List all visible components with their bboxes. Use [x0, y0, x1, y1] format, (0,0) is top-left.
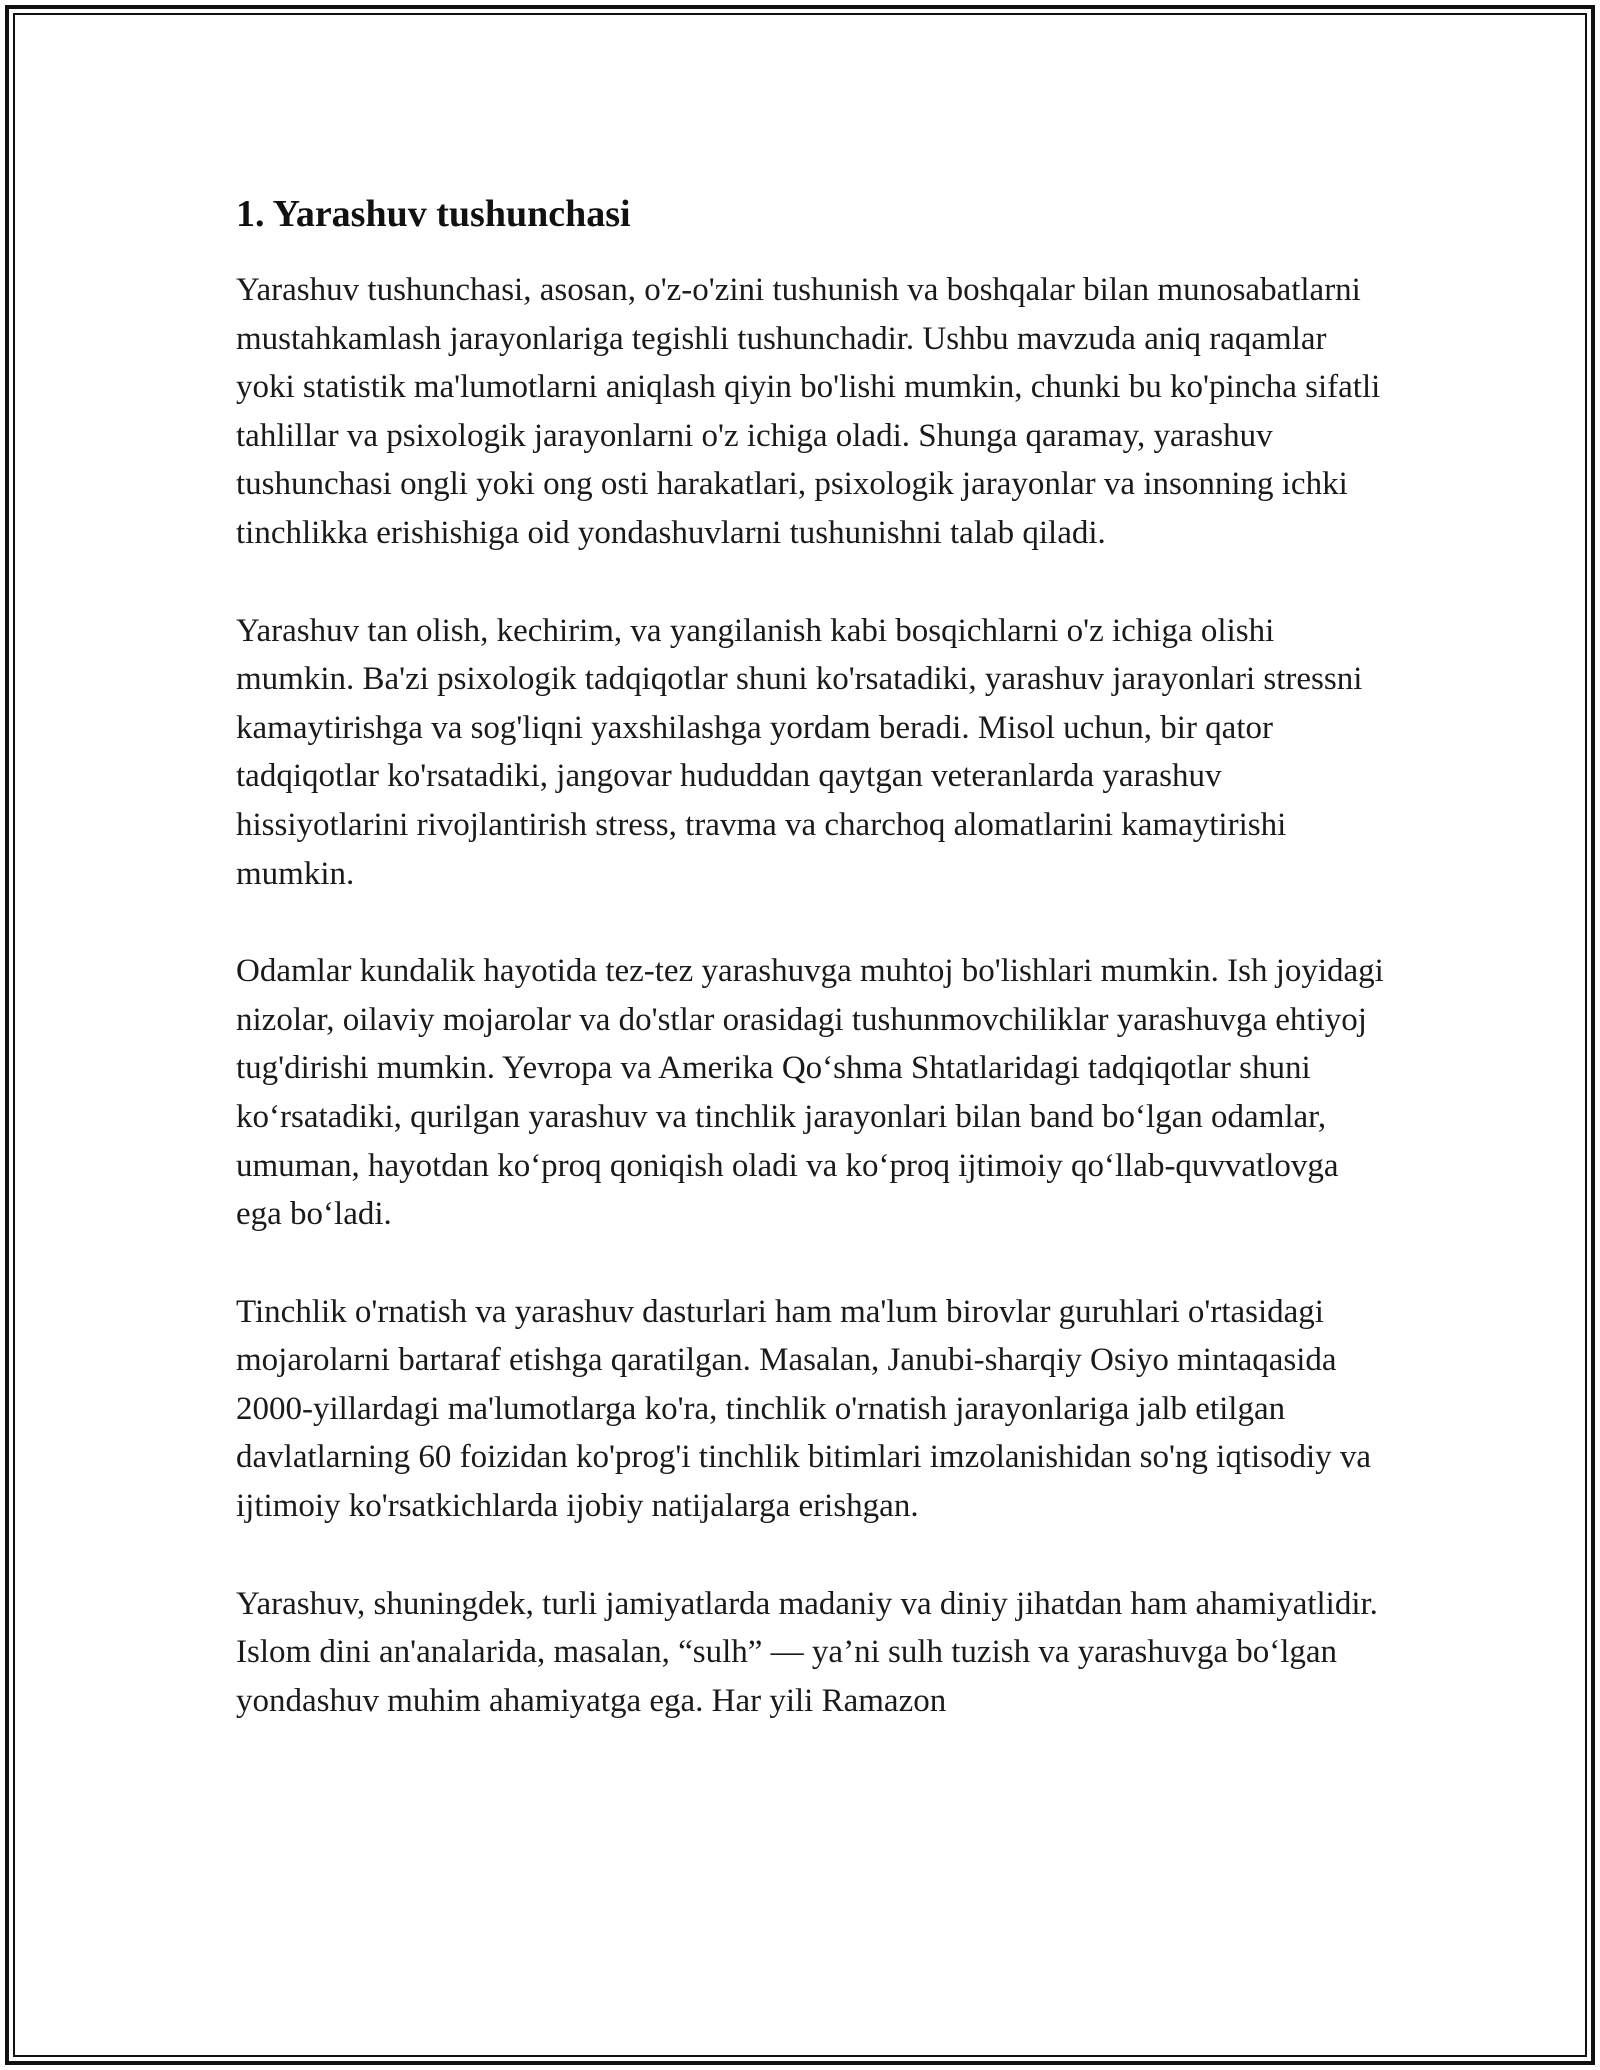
- paragraph-1: Yarashuv tushunchasi, asosan, o'z-o'zini tushunish va boshqalar bilan munosabatlarni mustahkamlash jarayonlariga tegishli tushunchadir. Ushbu mavzuda aniq raqamlar yoki statistik ma'lumotlarni aniqlash qiyin bo'lishi mumkin, chunki bu ko'pincha sifatli tahlillar va psixologik jarayonlarni o'z ichiga oladi. Shunga qaramay, yarashuv tushunchasi ongli yoki ong osti harakatlari, psixologik jarayonlar va insonning ichki tinchlikka erishishiga oid yondashuvlarni tushunishni talab qiladi.: [236, 272, 1381, 551]
- paragraph-3: Odamlar kundalik hayotida tez-tez yarashuvga muhtoj bo'lishlari mumkin. Ish joyidagi nizolar, oilaviy mojarolar va do'stlar orasidagi tushunmovchiliklar yarashuvga ehtiyoj tug'dirishi mumkin. Yevropa va Amerika Qo‘shma Shtatlaridagi tadqiqotlar shuni ko‘rsatadiki, qurilgan yarashuv va tinchlik jarayonlari bilan band bo‘lgan odamlar, umuman, hayotdan ko‘proq qoniqish oladi va ko‘proq ijtimoiy qo‘llab-quvvatlovga ega bo‘ladi.: [236, 953, 1384, 1233]
- paragraph-4: Tinchlik o'rnatish va yarashuv dasturlari ham ma'lum birovlar guruhlari o'rtasidagi mojarolarni bartaraf etishga qaratilgan. Masalan, Janubi-sharqiy Osiyo mintaqasida 2000-yillardagi ma'lumotlarga ko'ra, tinchlik o'rnatish jarayonlariga jalb etilgan davlatlarning 60 foizidan ko'prog'i tinchlik bitimlari imzolanishidan so'ng iqtisodiy va ijtimoiy ko'rsatkichlarda ijobiy natijalarga erishgan.: [236, 1293, 1372, 1525]
- section-title: 1. Yarashuv tushunchasi: [236, 193, 631, 235]
- document-body: [236, 188, 1386, 1725]
- paragraph-5: Yarashuv, shuningdek, turli jamiyatlarda madaniy va diniy jihatdan ham ahamiyatlidir. Islom dini an'analarida, masalan, “sulh” — ya’ni sulh tuzish va yarashuvga bo‘lgan yondashuv muhim ahamiyatga ega. Har yili Ramazon: [236, 1585, 1378, 1719]
- paragraph-2: Yarashuv tan olish, kechirim, va yangilanish kabi bosqichlarni o'z ichiga olishi mumkin. Ba'zi psixologik tadqiqotlar shuni ko'rsatadiki, yarashuv jarayonlari stressni kamaytirishga va sog'liqni yaxshilashga yordam beradi. Misol uchun, bir qator tadqiqotlar ko'rsatadiki, jangovar hududdan qaytgan veteranlarda yarashuv hissiyotlarini rivojlantirish stress, travma va charchoq alomatlarini kamaytirishi mumkin.: [236, 612, 1363, 892]
